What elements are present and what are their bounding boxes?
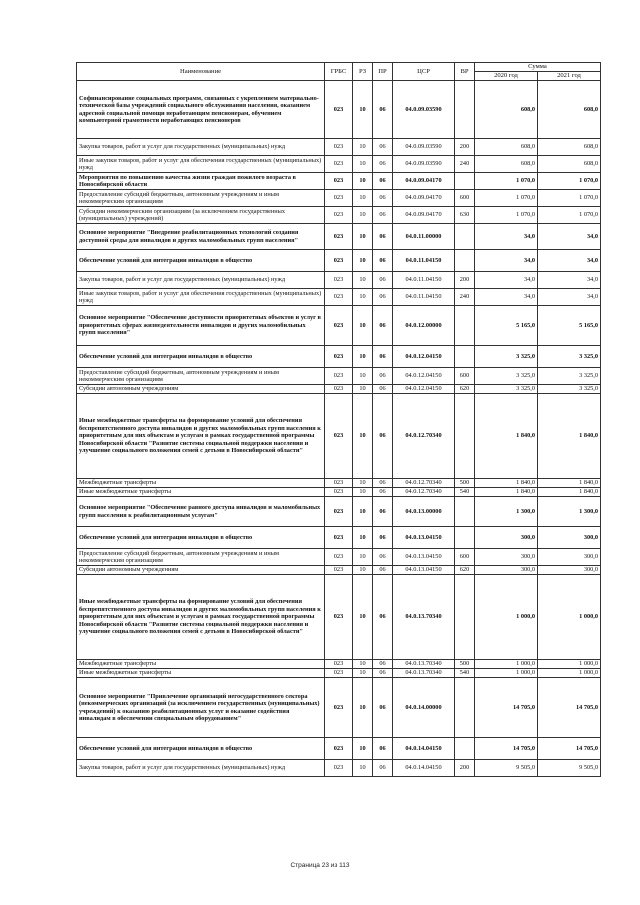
cell-pr: 06 (373, 678, 393, 738)
cell-name: Предоставление субсидий бюджетным, автономным учреждениям и иным некоммерческим организациям (77, 368, 325, 385)
cell-csr: 04.0.13.70340 (393, 660, 455, 669)
cell-pr: 06 (373, 81, 393, 139)
cell-2020: 1 000,0 (475, 669, 538, 678)
cell-vr (455, 678, 475, 738)
cell-2020: 9 505,0 (475, 760, 538, 777)
cell-vr: 630 (455, 207, 475, 224)
cell-pr: 06 (373, 190, 393, 207)
cell-rz: 10 (353, 173, 373, 190)
cell-vr (455, 173, 475, 190)
cell-grbs: 023 (325, 394, 353, 479)
cell-rz: 10 (353, 250, 373, 272)
table-row (77, 190, 601, 207)
cell-grbs: 023 (325, 760, 353, 777)
cell-vr: 600 (455, 190, 475, 207)
cell-csr: 04.0.13.70340 (393, 575, 455, 660)
cell-name: Иные межбюджетные трансферты на формирование условий для обеспечения беспрепятственного доступа инвалидов и других маломобильных групп населения к приоритетным для них объектам и услугам в рамках государственной программы Новосибирской области "Развитие системы социальной поддержки населения и улучшение социального положения семей с детьми в Новосибирской области" (77, 394, 325, 479)
col-year2-header: 2021 год (538, 72, 601, 81)
table-row (77, 566, 601, 575)
cell-csr: 04.0.13.04150 (393, 549, 455, 566)
cell-vr: 200 (455, 272, 475, 289)
cell-name: Субсидии некоммерческим организациям (за исключением государственных (муниципальных) учреждений) (77, 207, 325, 224)
cell-2020: 3 325,0 (475, 385, 538, 394)
table-row (77, 479, 601, 488)
cell-rz: 10 (353, 81, 373, 139)
cell-name: Обеспечение условий для интеграции инвалидов в общество (77, 250, 325, 272)
cell-pr: 06 (373, 549, 393, 566)
cell-rz: 10 (353, 660, 373, 669)
table-row (77, 250, 601, 272)
table-row (77, 139, 601, 156)
cell-pr: 06 (373, 566, 393, 575)
cell-2020: 34,0 (475, 272, 538, 289)
cell-csr: 04.0.11.00000 (393, 224, 455, 250)
cell-name: Основное мероприятие "Обеспечение равного доступа инвалидов и маломобильных групп населения к реабилитационным услугам" (77, 497, 325, 527)
cell-grbs: 023 (325, 250, 353, 272)
cell-grbs: 023 (325, 224, 353, 250)
table-row (77, 224, 601, 250)
cell-csr: 04.0.12.00000 (393, 306, 455, 346)
table-row (77, 660, 601, 669)
cell-2021: 300,0 (538, 527, 601, 549)
cell-2021: 608,0 (538, 139, 601, 156)
cell-pr: 06 (373, 207, 393, 224)
cell-pr: 06 (373, 669, 393, 678)
cell-grbs: 023 (325, 306, 353, 346)
cell-name: Закупка товаров, работ и услуг для государственных (муниципальных) нужд (77, 272, 325, 289)
cell-pr: 06 (373, 497, 393, 527)
budget-table (76, 62, 601, 777)
cell-grbs: 023 (325, 346, 353, 368)
cell-grbs: 023 (325, 81, 353, 139)
cell-grbs: 023 (325, 488, 353, 497)
cell-rz: 10 (353, 738, 373, 760)
cell-csr: 04.0.09.04170 (393, 173, 455, 190)
cell-2021: 1 070,0 (538, 190, 601, 207)
col-rz-header: РЗ (353, 63, 373, 81)
cell-vr: 620 (455, 385, 475, 394)
cell-2020: 1 300,0 (475, 497, 538, 527)
cell-name: Межбюджетные трансферты (77, 660, 325, 669)
table-row (77, 575, 601, 660)
cell-csr: 04.0.09.03590 (393, 139, 455, 156)
cell-2020: 34,0 (475, 250, 538, 272)
cell-csr: 04.0.12.04150 (393, 346, 455, 368)
cell-2020: 3 325,0 (475, 346, 538, 368)
cell-2021: 1 000,0 (538, 575, 601, 660)
table-row (77, 368, 601, 385)
cell-2020: 608,0 (475, 81, 538, 139)
cell-vr (455, 81, 475, 139)
cell-csr: 04.0.12.70340 (393, 479, 455, 488)
cell-pr: 06 (373, 289, 393, 306)
cell-name: Иные закупки товаров, работ и услуг для обеспечения государственных (муниципальных) нужд (77, 289, 325, 306)
cell-2020: 3 325,0 (475, 368, 538, 385)
cell-grbs: 023 (325, 207, 353, 224)
cell-vr: 600 (455, 549, 475, 566)
table-row (77, 527, 601, 549)
cell-rz: 10 (353, 224, 373, 250)
cell-2020: 1 070,0 (475, 207, 538, 224)
cell-vr: 540 (455, 488, 475, 497)
col-csr-header: ЦСР (393, 63, 455, 81)
cell-name: Закупка товаров, работ и услуг для государственных (муниципальных) нужд (77, 139, 325, 156)
cell-grbs: 023 (325, 497, 353, 527)
table-row (77, 488, 601, 497)
cell-vr (455, 575, 475, 660)
cell-rz: 10 (353, 385, 373, 394)
cell-csr: 04.0.11.04150 (393, 272, 455, 289)
cell-grbs: 023 (325, 173, 353, 190)
cell-csr: 04.0.13.00000 (393, 497, 455, 527)
cell-vr (455, 527, 475, 549)
cell-2020: 1 840,0 (475, 488, 538, 497)
cell-vr (455, 250, 475, 272)
page-number: Страница 23 из 113 (290, 862, 350, 869)
cell-grbs: 023 (325, 566, 353, 575)
col-name-header: Наименование (77, 63, 325, 81)
cell-name: Основное мероприятие "Привлечение организаций негосударственного сектора (некоммерческих организаций (за исключением государственных (муниципальных) учреждений) к оказанию реабилитационных услуг и оказание содействия инвалидам в обеспечении специальным оборудованием" (77, 678, 325, 738)
table-row (77, 207, 601, 224)
cell-vr: 240 (455, 289, 475, 306)
cell-2021: 5 165,0 (538, 306, 601, 346)
cell-rz: 10 (353, 497, 373, 527)
cell-rz: 10 (353, 488, 373, 497)
cell-pr: 06 (373, 488, 393, 497)
cell-csr: 04.0.09.04170 (393, 190, 455, 207)
table-row (77, 173, 601, 190)
cell-csr: 04.0.12.04150 (393, 368, 455, 385)
cell-grbs: 023 (325, 549, 353, 566)
cell-2021: 3 325,0 (538, 368, 601, 385)
cell-rz: 10 (353, 346, 373, 368)
cell-csr: 04.0.13.04150 (393, 566, 455, 575)
cell-vr: 600 (455, 368, 475, 385)
table-row (77, 81, 601, 139)
col-year1-header: 2020 год (475, 72, 538, 81)
cell-rz: 10 (353, 306, 373, 346)
cell-pr: 06 (373, 575, 393, 660)
cell-csr: 04.0.12.70340 (393, 394, 455, 479)
cell-name: Обеспечение условий для интеграции инвалидов в общество (77, 738, 325, 760)
cell-csr: 04.0.13.04150 (393, 527, 455, 549)
cell-pr: 06 (373, 224, 393, 250)
table-row (77, 272, 601, 289)
cell-2020: 300,0 (475, 527, 538, 549)
cell-2020: 300,0 (475, 566, 538, 575)
cell-2021: 34,0 (538, 272, 601, 289)
cell-csr: 04.0.14.04150 (393, 738, 455, 760)
cell-name: Иные закупки товаров, работ и услуг для обеспечения государственных (муниципальных) нужд (77, 156, 325, 173)
cell-name: Обеспечение условий для интеграции инвалидов в общество (77, 527, 325, 549)
cell-2020: 1 070,0 (475, 190, 538, 207)
cell-vr: 500 (455, 479, 475, 488)
cell-vr: 200 (455, 760, 475, 777)
cell-2021: 14 705,0 (538, 738, 601, 760)
cell-2021: 34,0 (538, 289, 601, 306)
cell-2020: 34,0 (475, 289, 538, 306)
cell-rz: 10 (353, 368, 373, 385)
cell-2021: 34,0 (538, 250, 601, 272)
cell-2021: 1 840,0 (538, 488, 601, 497)
cell-vr: 500 (455, 660, 475, 669)
cell-pr: 06 (373, 368, 393, 385)
cell-2021: 3 325,0 (538, 346, 601, 368)
cell-pr: 06 (373, 250, 393, 272)
cell-vr (455, 497, 475, 527)
table-row (77, 346, 601, 368)
col-sum-header: Сумма (475, 63, 601, 72)
table-row (77, 678, 601, 738)
cell-2021: 1 840,0 (538, 394, 601, 479)
cell-csr: 04.0.09.03590 (393, 81, 455, 139)
cell-pr: 06 (373, 479, 393, 488)
cell-2021: 1 000,0 (538, 660, 601, 669)
cell-grbs: 023 (325, 385, 353, 394)
table-row (77, 306, 601, 346)
cell-2021: 14 705,0 (538, 678, 601, 738)
cell-rz: 10 (353, 207, 373, 224)
cell-2021: 3 325,0 (538, 385, 601, 394)
cell-csr: 04.0.11.04150 (393, 250, 455, 272)
cell-2020: 1 000,0 (475, 575, 538, 660)
cell-rz: 10 (353, 566, 373, 575)
table-row (77, 289, 601, 306)
cell-2021: 300,0 (538, 549, 601, 566)
cell-grbs: 023 (325, 190, 353, 207)
cell-vr (455, 738, 475, 760)
table-row (77, 385, 601, 394)
cell-name: Обеспечение условий для интеграции инвалидов в общество (77, 346, 325, 368)
cell-rz: 10 (353, 479, 373, 488)
cell-pr: 06 (373, 385, 393, 394)
cell-vr (455, 346, 475, 368)
cell-pr: 06 (373, 306, 393, 346)
cell-rz: 10 (353, 669, 373, 678)
cell-vr (455, 224, 475, 250)
cell-csr: 04.0.11.04150 (393, 289, 455, 306)
cell-csr: 04.0.09.04170 (393, 207, 455, 224)
cell-grbs: 023 (325, 575, 353, 660)
cell-pr: 06 (373, 156, 393, 173)
cell-2020: 14 705,0 (475, 738, 538, 760)
cell-grbs: 023 (325, 156, 353, 173)
cell-pr: 06 (373, 760, 393, 777)
cell-grbs: 023 (325, 368, 353, 385)
cell-2021: 1 840,0 (538, 479, 601, 488)
cell-csr: 04.0.14.00000 (393, 678, 455, 738)
cell-2020: 300,0 (475, 549, 538, 566)
table-body (77, 81, 601, 777)
cell-2021: 608,0 (538, 81, 601, 139)
cell-vr: 200 (455, 139, 475, 156)
cell-rz: 10 (353, 678, 373, 738)
cell-2020: 608,0 (475, 156, 538, 173)
cell-grbs: 023 (325, 479, 353, 488)
cell-rz: 10 (353, 272, 373, 289)
cell-pr: 06 (373, 272, 393, 289)
table-row (77, 156, 601, 173)
cell-pr: 06 (373, 173, 393, 190)
table-row (77, 669, 601, 678)
cell-csr: 04.0.13.70340 (393, 669, 455, 678)
cell-2020: 1 840,0 (475, 479, 538, 488)
col-pr-header: ПР (373, 63, 393, 81)
table-row (77, 738, 601, 760)
cell-grbs: 023 (325, 738, 353, 760)
cell-name: Мероприятия по повышению качества жизни граждан пожилого возраста в Новосибирской области (77, 173, 325, 190)
col-vr-header: ВР (455, 63, 475, 81)
cell-2021: 1 070,0 (538, 173, 601, 190)
cell-vr: 620 (455, 566, 475, 575)
cell-name: Субсидии автономным учреждениям (77, 566, 325, 575)
cell-csr: 04.0.12.04150 (393, 385, 455, 394)
cell-rz: 10 (353, 575, 373, 660)
table-row (77, 760, 601, 777)
cell-rz: 10 (353, 190, 373, 207)
cell-grbs: 023 (325, 289, 353, 306)
cell-pr: 06 (373, 660, 393, 669)
cell-rz: 10 (353, 289, 373, 306)
cell-rz: 10 (353, 760, 373, 777)
cell-rz: 10 (353, 527, 373, 549)
table-row (77, 497, 601, 527)
cell-name: Субсидии автономным учреждениям (77, 385, 325, 394)
cell-pr: 06 (373, 394, 393, 479)
cell-2021: 34,0 (538, 224, 601, 250)
cell-csr: 04.0.09.03590 (393, 156, 455, 173)
cell-grbs: 023 (325, 669, 353, 678)
cell-name: Софинансирование социальных программ, связанных с укреплением материально-технической базы учреждений социального обслуживания населения, оказанием адресной социальной помощи неработающим пенсионерам, обучением компьютерной грамотности неработающих пенсионеров (77, 81, 325, 139)
cell-vr: 240 (455, 156, 475, 173)
cell-name: Межбюджетные трансферты (77, 479, 325, 488)
cell-2020: 1 000,0 (475, 660, 538, 669)
cell-pr: 06 (373, 738, 393, 760)
cell-name: Иные межбюджетные трансферты (77, 488, 325, 497)
cell-2021: 1 300,0 (538, 497, 601, 527)
cell-grbs: 023 (325, 660, 353, 669)
cell-name: Иные межбюджетные трансферты (77, 669, 325, 678)
cell-csr: 04.0.14.04150 (393, 760, 455, 777)
cell-2021: 608,0 (538, 156, 601, 173)
cell-rz: 10 (353, 549, 373, 566)
cell-name: Основное мероприятие "Обеспечение доступности приоритетных объектов и услуг в приоритетных сферах жизнедеятельности инвалидов и других маломобильных групп населения" (77, 306, 325, 346)
cell-pr: 06 (373, 346, 393, 368)
cell-rz: 10 (353, 394, 373, 479)
table-row (77, 549, 601, 566)
cell-name: Иные межбюджетные трансферты на формирование условий для обеспечения беспрепятственного доступа инвалидов и других маломобильных групп населения к приоритетным для них объектам и услугам в рамках государственной программы Новосибирской области "Развитие системы социальной поддержки населения и улучшение социального положения семей с детьми в Новосибирской области" (77, 575, 325, 660)
cell-2020: 1 840,0 (475, 394, 538, 479)
cell-vr (455, 306, 475, 346)
cell-grbs: 023 (325, 272, 353, 289)
cell-2021: 1 000,0 (538, 669, 601, 678)
cell-vr (455, 394, 475, 479)
cell-2020: 34,0 (475, 224, 538, 250)
cell-pr: 06 (373, 527, 393, 549)
table-row (77, 394, 601, 479)
cell-2021: 300,0 (538, 566, 601, 575)
cell-vr: 540 (455, 669, 475, 678)
cell-grbs: 023 (325, 527, 353, 549)
cell-2021: 9 505,0 (538, 760, 601, 777)
cell-name: Предоставление субсидий бюджетным, автономным учреждениям и иным некоммерческим организациям (77, 190, 325, 207)
cell-rz: 10 (353, 139, 373, 156)
cell-2020: 14 705,0 (475, 678, 538, 738)
cell-csr: 04.0.12.70340 (393, 488, 455, 497)
cell-2021: 1 070,0 (538, 207, 601, 224)
cell-pr: 06 (373, 139, 393, 156)
cell-name: Предоставление субсидий бюджетным, автономным учреждениям и иным некоммерческим организациям (77, 549, 325, 566)
cell-grbs: 023 (325, 678, 353, 738)
cell-grbs: 023 (325, 139, 353, 156)
cell-name: Закупка товаров, работ и услуг для государственных (муниципальных) нужд (77, 760, 325, 777)
cell-2020: 5 165,0 (475, 306, 538, 346)
cell-2020: 1 070,0 (475, 173, 538, 190)
cell-2020: 608,0 (475, 139, 538, 156)
col-grbs-header: ГРБС (325, 63, 353, 81)
cell-name: Основное мероприятие "Внедрение реабилитационных технологий создания доступной среды для инвалидов и других маломобильных групп населения" (77, 224, 325, 250)
cell-rz: 10 (353, 156, 373, 173)
